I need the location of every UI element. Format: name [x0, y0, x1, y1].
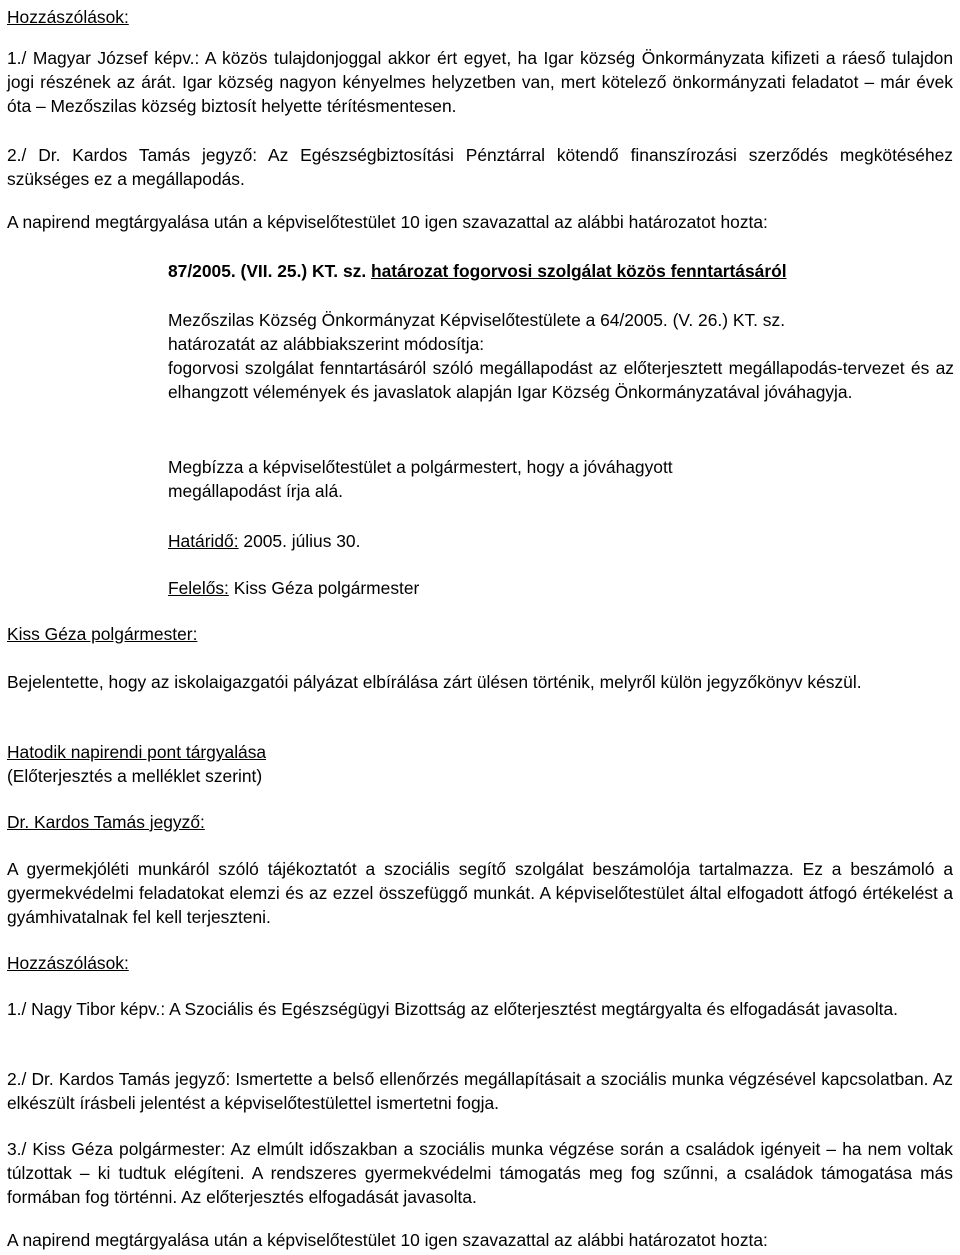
- notary-statement: A gyermekjóléti munkáról szóló tájékoztatót a szociális segítő szolgálat beszámolója tartalmazza. Ez a beszámoló a gyermekvédelmi feladatokat elemzi és az ezzel összefüggő munkát. A képviselőtestület által elfogadott átfogó értékelést a gyámhivatalnak fel kell terjeszteni.: [7, 859, 953, 927]
- comment-item: 2./ Dr. Kardos Tamás jegyző: Az Egészségbiztosítási Pénztárral kötendő finanszírozási szerződés megkötéséhez szükséges ez a megállapodás.: [7, 145, 953, 189]
- vote-statement: A napirend megtárgyalása után a képviselőtestület 10 igen szavazattal az alábbi határozatot hozta:: [7, 1230, 768, 1250]
- resolution-line: határozatát az alábbiakszerint módosítja:: [168, 334, 485, 354]
- resolution-deadline: Határidő: 2005. július 30.: [168, 531, 361, 551]
- resolution-line: Mezőszilas Község Önkormányzat Képviselőtestülete a 64/2005. (V. 26.) KT. sz.: [168, 310, 786, 330]
- comment-item: 3./ Kiss Géza polgármester: Az elmúlt időszakban a szociális munka végzése során a családok igényeit – ha nem voltak túlzottak – ki tudtuk elégíteni. A rendszeres gyermekvédelmi támogatás meg fog szűnni, a családok támogatása más formában fog történni. Az előterjesztés elfogadását javasolta.: [7, 1139, 953, 1207]
- agenda-title: Hatodik napirendi pont tárgyalása: [7, 742, 267, 762]
- mayor-heading: Kiss Géza polgármester:: [7, 624, 198, 644]
- resolution-body: fogorvosi szolgálat fenntartásáról szóló megállapodást az előterjesztett megállapodás-tervezet és az elhangzott vélemények és javaslatok alapján Igar Község Önkormányzatával jóváhagyja.: [168, 358, 954, 402]
- resolution-mandate: Megbízza a képviselőtestület a polgármestert, hogy a jóváhagyott megállapodást írja alá.: [168, 457, 673, 501]
- resolution-title: [7, 259, 787, 283]
- mayor-statement: Bejelentette, hogy az iskolaigazgatói pályázat elbírálása zárt ülésen történik, melyről külön jegyzőkönyv készül.: [7, 672, 862, 692]
- comments-heading: Hozzászólások:: [7, 7, 129, 27]
- resolution-subject: határozat fogorvosi szolgálat közös fenntartásáról: [371, 261, 787, 281]
- comments-heading: Hozzászólások:: [7, 953, 129, 973]
- comment-item: 1./ Magyar József képv.: A közös tulajdonjoggal akkor ért egyet, ha Igar község Önkormányzata kifizeti a ráeső tulajdon jogi részének az árát. Igar község nagyon kényelmes helyzetben van, mert kötelező önkormányzati feladatot – már évek óta – Mezőszilas község biztosít helyette térítésmentesen.: [7, 48, 953, 116]
- comment-item: 1./ Nagy Tibor képv.: A Szociális és Egészségügyi Bizottság az előterjesztést megtárgyalta és elfogadását javasolta.: [7, 999, 898, 1019]
- vote-statement: A napirend megtárgyalása után a képviselőtestület 10 igen szavazattal az alábbi határozatot hozta:: [7, 212, 768, 232]
- resolution-number: 87/2005. (VII. 25.) KT. sz.: [168, 261, 367, 281]
- agenda-subtitle: (Előterjesztés a melléklet szerint): [7, 766, 263, 786]
- notary-heading: Dr. Kardos Tamás jegyző:: [7, 812, 205, 832]
- comment-item: 2./ Dr. Kardos Tamás jegyző: Ismertette a belső ellenőrzés megállapításait a szociális munka végzésével kapcsolatban. Az elkészült írásbeli jelentést a képviselőtestülettel ismertetni fogja.: [7, 1069, 953, 1113]
- resolution-responsible: Felelős: Kiss Géza polgármester: [168, 578, 420, 598]
